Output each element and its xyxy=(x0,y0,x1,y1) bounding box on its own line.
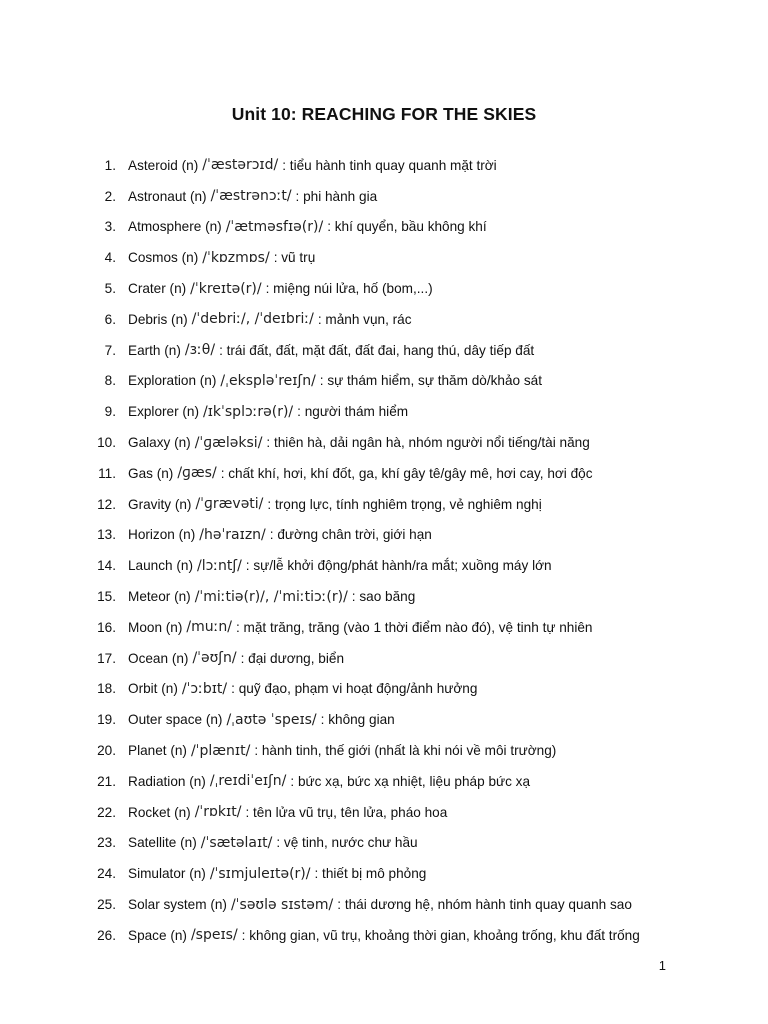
entry-pronunciation: /ˈæstrənɔːt/ xyxy=(210,188,292,205)
list-item xyxy=(0,427,768,458)
entry-meaning: : sự/lễ khởi động/phát hành/ra mắt; xuồng máy lớn xyxy=(245,558,552,574)
entry-number: 13. xyxy=(97,527,116,543)
entry-word: Asteroid (n) xyxy=(128,157,199,173)
entry-meaning: : hành tinh, thế giới (nhất là khi nói về môi trường) xyxy=(254,743,557,759)
entry-meaning: : khí quyển, bầu không khí xyxy=(327,219,487,235)
entry-pronunciation: /ˈdebriː/, /ˈdeɪbriː/ xyxy=(191,311,314,328)
entry-word: Astronaut (n) xyxy=(128,188,207,204)
entry-word: Meteor (n) xyxy=(128,589,191,605)
entry-number: 17. xyxy=(97,650,116,666)
list-item xyxy=(0,212,768,243)
entry-pronunciation: /ˈɡæləksi/ xyxy=(194,434,263,451)
entry-pronunciation: /ˈsəʊlə sɪstəm/ xyxy=(230,896,334,913)
entry-word: Gas (n) xyxy=(128,465,174,481)
list-item xyxy=(0,612,768,643)
entry-number: 5. xyxy=(104,281,116,297)
list-item xyxy=(0,520,768,551)
entry-meaning: : phi hành gia xyxy=(295,188,378,204)
entry-number: 9. xyxy=(104,404,116,420)
entry-word: Simulator (n) xyxy=(128,866,206,882)
entry-pronunciation: /ɪkˈsplɔːrə(r)/ xyxy=(203,403,294,420)
list-item xyxy=(0,304,768,335)
entry-number: 25. xyxy=(97,897,116,913)
entry-meaning: : sự thám hiểm, sự thăm dò/khảo sát xyxy=(319,373,542,389)
entry-word: Earth (n) xyxy=(128,342,181,358)
list-item xyxy=(0,643,768,674)
entry-meaning: : không gian xyxy=(320,712,395,728)
entry-word: Moon (n) xyxy=(128,619,183,635)
entry-meaning: : vệ tinh, nước chư hầu xyxy=(276,835,418,851)
entry-word: Radiation (n) xyxy=(128,773,206,789)
entry-meaning: : sao băng xyxy=(351,589,416,605)
list-item xyxy=(0,797,768,828)
entry-word: Ocean (n) xyxy=(128,650,189,666)
entry-pronunciation: /ˈɔːbɪt/ xyxy=(181,680,228,697)
page-number: 1 xyxy=(658,958,666,973)
entry-word: Launch (n) xyxy=(128,558,193,574)
entry-pronunciation: /həˈraɪzn/ xyxy=(199,526,266,543)
entry-meaning: : người thám hiểm xyxy=(297,404,409,420)
entry-meaning: : quỹ đạo, phạm vi hoạt động/ảnh hưởng xyxy=(231,681,478,697)
entry-number: 18. xyxy=(97,681,116,697)
entry-word: Cosmos (n) xyxy=(128,250,199,266)
list-item xyxy=(0,150,768,181)
entry-pronunciation: /ˈkɒzmɒs/ xyxy=(202,249,270,266)
entry-word: Atmosphere (n) xyxy=(128,219,222,235)
list-item xyxy=(0,766,768,797)
entry-number: 7. xyxy=(104,342,116,358)
entry-pronunciation: /ˈætməsfɪə(r)/ xyxy=(225,218,324,235)
page-title: Unit 10: REACHING FOR THE SKIES xyxy=(231,104,537,124)
entry-number: 16. xyxy=(97,619,116,635)
entry-number: 24. xyxy=(97,866,116,882)
entry-number: 6. xyxy=(104,311,116,327)
entry-number: 20. xyxy=(97,743,116,759)
list-item xyxy=(0,181,768,212)
entry-number: 4. xyxy=(104,250,116,266)
list-item xyxy=(0,735,768,766)
entry-number: 21. xyxy=(97,773,116,789)
entry-pronunciation: /ˌreɪdiˈeɪʃn/ xyxy=(209,773,287,790)
entry-number: 12. xyxy=(97,496,116,512)
entry-meaning: : vũ trụ xyxy=(273,250,316,266)
entry-number: 14. xyxy=(97,558,116,574)
entry-meaning: : miệng núi lửa, hố (bom,...) xyxy=(265,281,433,297)
entry-word: Explorer (n) xyxy=(128,404,200,420)
entry-pronunciation: /ˌekspləˈreɪʃn/ xyxy=(220,372,316,389)
entry-meaning: : thái dương hệ, nhóm hành tinh quay quanh sao xyxy=(337,897,632,913)
entry-meaning: : đại dương, biển xyxy=(240,650,344,666)
entry-pronunciation: /ˈrɒkɪt/ xyxy=(194,804,242,821)
entry-pronunciation: /ɜːθ/ xyxy=(184,342,216,359)
entry-pronunciation: /ˌaʊtə ˈspeɪs/ xyxy=(226,711,317,728)
entry-meaning: : chất khí, hơi, khí đốt, ga, khí gây tê/gây mê, hơi cay, hơi độc xyxy=(220,465,593,481)
entry-meaning: : mảnh vụn, rác xyxy=(317,311,412,327)
list-item xyxy=(0,273,768,304)
entry-meaning: : trọng lực, tính nghiêm trọng, vẻ nghiêm nghị xyxy=(267,496,542,512)
list-item xyxy=(0,674,768,705)
entry-meaning: : thiết bị mô phỏng xyxy=(314,866,427,882)
entry-number: 8. xyxy=(104,373,116,389)
entry-meaning: : đường chân trời, giới hạn xyxy=(269,527,432,543)
list-item xyxy=(0,396,768,427)
entry-number: 2. xyxy=(104,188,116,204)
list-item xyxy=(0,335,768,366)
entry-pronunciation: /ˈkreɪtə(r)/ xyxy=(190,280,262,297)
entry-pronunciation: /lɔːntʃ/ xyxy=(197,557,242,574)
entry-meaning: : mặt trăng, trăng (vào 1 thời điểm nào đó), vệ tinh tự nhiên xyxy=(235,619,593,635)
entry-number: 26. xyxy=(97,927,116,943)
entry-meaning: : không gian, vũ trụ, khoảng thời gian, khoảng trống, khu đất trống xyxy=(241,927,640,943)
entry-word: Horizon (n) xyxy=(128,527,196,543)
entry-pronunciation: /ˈɡrævəti/ xyxy=(195,496,264,513)
entry-number: 10. xyxy=(97,435,116,451)
entry-word: Outer space (n) xyxy=(128,712,223,728)
list-item xyxy=(0,889,768,920)
list-item xyxy=(0,920,768,951)
entry-meaning: : trái đất, đất, mặt đất, đất đai, hang thú, dây tiếp đất xyxy=(219,342,535,358)
list-item xyxy=(0,489,768,520)
entry-number: 19. xyxy=(97,712,116,728)
list-item xyxy=(0,366,768,397)
entry-word: Satellite (n) xyxy=(128,835,197,851)
list-item xyxy=(0,550,768,581)
entry-word: Rocket (n) xyxy=(128,804,191,820)
entry-pronunciation: /ˈmiːtiə(r)/, /ˈmiːtiɔː(r)/ xyxy=(194,588,348,605)
entry-pronunciation: /muːn/ xyxy=(186,619,232,636)
list-item xyxy=(0,458,768,489)
entry-meaning: : tiểu hành tinh quay quanh mặt trời xyxy=(282,157,497,173)
entry-word: Solar system (n) xyxy=(128,897,227,913)
entry-pronunciation: /ˈæstərɔɪd/ xyxy=(202,157,279,174)
list-item xyxy=(0,704,768,735)
entry-meaning: : bức xạ, bức xạ nhiệt, liệu pháp bức xạ xyxy=(290,773,531,789)
entry-meaning: : tên lửa vũ trụ, tên lửa, pháo hoa xyxy=(245,804,448,820)
entry-pronunciation: /ˈplænɪt/ xyxy=(190,742,251,759)
list-item xyxy=(0,828,768,859)
entry-number: 3. xyxy=(104,219,116,235)
entry-number: 15. xyxy=(97,589,116,605)
entry-pronunciation: /speɪs/ xyxy=(190,927,238,944)
entry-word: Space (n) xyxy=(128,927,187,943)
list-item xyxy=(0,581,768,612)
entry-word: Galaxy (n) xyxy=(128,435,191,451)
entry-pronunciation: /ɡæs/ xyxy=(177,465,217,482)
list-item xyxy=(0,242,768,273)
entry-word: Orbit (n) xyxy=(128,681,178,697)
entry-pronunciation: /ˈsɪmjuleɪtə(r)/ xyxy=(209,865,311,882)
entry-word: Debris (n) xyxy=(128,311,188,327)
vocabulary-list xyxy=(0,150,768,951)
entry-number: 23. xyxy=(97,835,116,851)
entry-pronunciation: /ˈsætəlaɪt/ xyxy=(200,834,273,851)
entry-word: Exploration (n) xyxy=(128,373,217,389)
entry-word: Gravity (n) xyxy=(128,496,192,512)
entry-number: 1. xyxy=(104,157,116,173)
entry-word: Planet (n) xyxy=(128,743,187,759)
entry-number: 22. xyxy=(97,804,116,820)
entry-word: Crater (n) xyxy=(128,281,187,297)
entry-meaning: : thiên hà, dải ngân hà, nhóm người nổi tiếng/tài năng xyxy=(266,435,590,451)
entry-pronunciation: /ˈəʊʃn/ xyxy=(192,650,237,667)
list-item xyxy=(0,858,768,889)
entry-number: 11. xyxy=(98,465,116,481)
